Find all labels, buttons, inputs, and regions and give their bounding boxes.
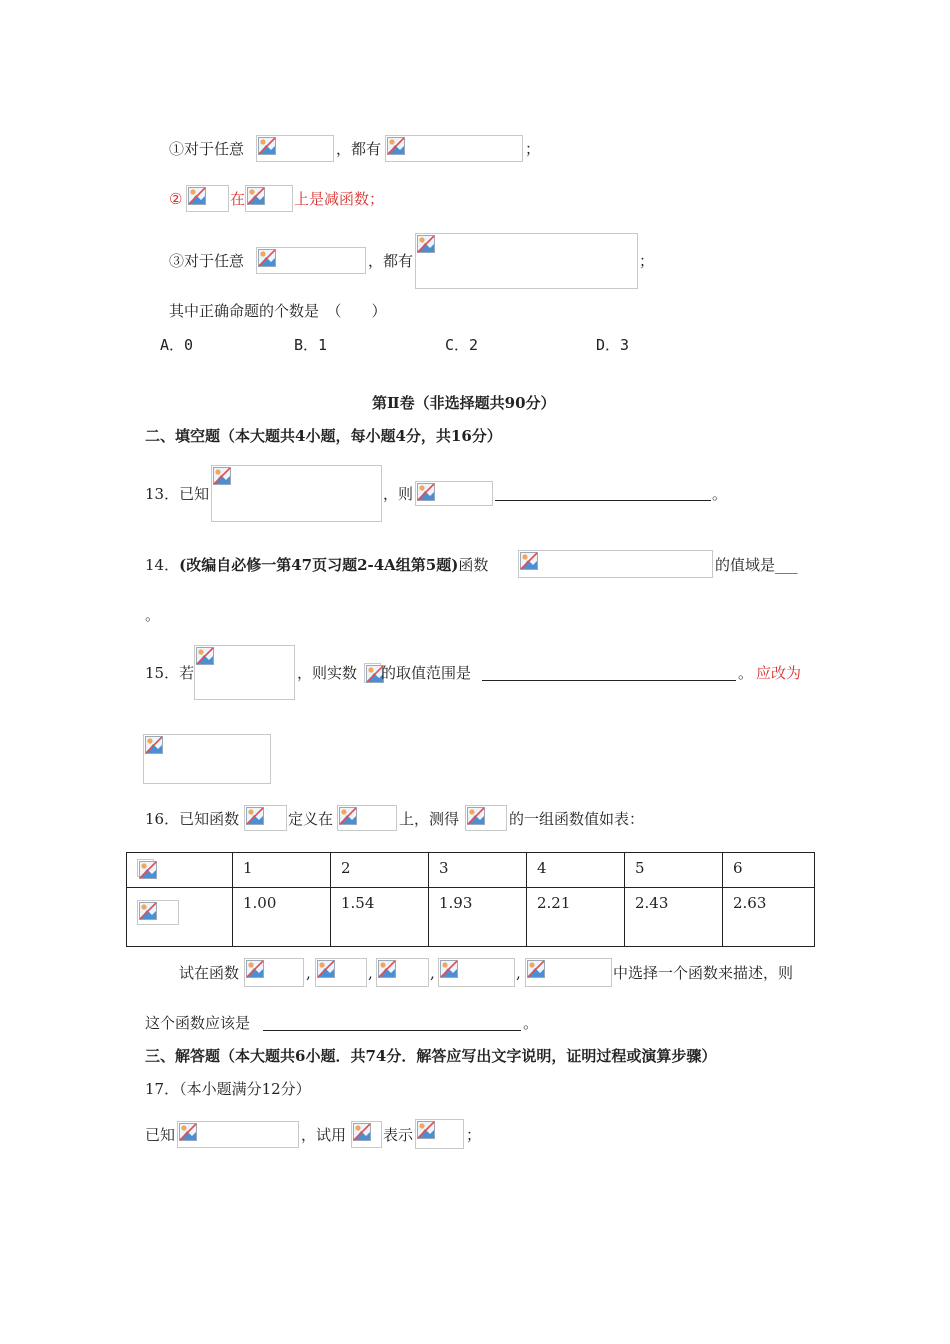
formula-image-icon	[415, 1119, 464, 1149]
q14-label: 14．	[145, 556, 180, 574]
table-header-cell	[127, 853, 233, 888]
formula-image-icon	[518, 550, 713, 578]
q16-sep: ,	[430, 964, 435, 982]
formula-image-icon	[137, 859, 154, 877]
formula-image-icon	[186, 185, 229, 212]
proposition-3-end: ；	[639, 252, 655, 270]
table-cell: 2	[331, 853, 429, 888]
formula-image-icon	[177, 1121, 299, 1148]
formula-image-icon	[415, 233, 638, 289]
section-3-heading: 三、解答题（本大题共6小题．共74分．解答应写出文字说明，证明过程或演算步骤）	[145, 1047, 717, 1065]
choice-b: B．1	[294, 336, 328, 354]
formula-image-icon	[256, 135, 334, 162]
proposition-2-end: 上是减函数；	[294, 190, 385, 208]
q14-pre: 函数	[458, 556, 489, 574]
proposition-2-mid: 在	[230, 190, 246, 208]
formula-image-icon	[137, 900, 179, 925]
q14-end: 。	[145, 606, 161, 624]
formula-image-icon	[351, 1121, 382, 1148]
q15-label: 15．若	[145, 664, 195, 682]
q16-choose-pre: 试在函数	[179, 964, 240, 982]
q16-measured: 上，测得	[399, 810, 460, 828]
q16-sep: ,	[306, 964, 311, 982]
proposition-3-mid: ，都有	[368, 252, 414, 270]
q13-label: 13．已知	[145, 485, 210, 503]
table-cell: 1.00	[233, 888, 331, 947]
q13-answer-blank	[495, 500, 711, 501]
section-2-heading: 二、填空题（本大题共4小题，每小题4分，共16分）	[145, 427, 502, 445]
q17-mid: ，试用	[301, 1126, 347, 1144]
formula-image-icon	[143, 734, 271, 784]
formula-image-icon	[438, 958, 515, 987]
proposition-3-lead: ③对于任意	[169, 252, 245, 270]
formula-image-icon	[525, 958, 612, 987]
q16-label: 16．已知函数	[145, 810, 240, 828]
formula-image-icon	[245, 185, 293, 212]
formula-image-icon	[211, 465, 382, 522]
table-cell: 4	[527, 853, 625, 888]
q15-mid2: 的取值范围是	[381, 664, 472, 682]
q13-end: 。	[712, 485, 728, 503]
formula-image-icon	[244, 958, 304, 987]
proposition-1-mid: ，都有	[336, 140, 382, 158]
proposition-1-lead: ①对于任意	[169, 140, 245, 158]
table-cell: 2.21	[527, 888, 625, 947]
formula-image-icon	[376, 958, 429, 987]
choice-c: C．2	[445, 336, 479, 354]
q14-note: (改编自必修一第47页习题2-4A组第5题)	[179, 556, 459, 574]
proposition-2-lead: ②	[169, 190, 183, 208]
function-values-table	[126, 852, 815, 947]
formula-image-icon	[194, 645, 295, 700]
q16-answer-line: 这个函数应该是	[145, 1014, 251, 1032]
table-cell: 1.54	[331, 888, 429, 947]
proposition-1-end: ；	[525, 140, 541, 158]
formula-image-icon	[385, 135, 523, 162]
q16-answer-end: 。	[523, 1014, 539, 1032]
q15-answer-blank	[482, 680, 736, 681]
q16-end: 的一组函数值如表：	[509, 810, 645, 828]
q15-end: 。	[738, 664, 754, 682]
table-cell: 2.63	[723, 888, 815, 947]
q16-sep: ,	[516, 964, 521, 982]
formula-image-icon	[315, 958, 367, 987]
q17-end: ；	[466, 1126, 482, 1144]
q13-mid: ，则	[383, 485, 414, 503]
table-cell: 3	[429, 853, 527, 888]
q14-line	[145, 555, 488, 575]
q16-sep: ,	[368, 964, 373, 982]
formula-image-icon	[465, 805, 507, 831]
table-cell: 6	[723, 853, 815, 888]
q15-mid: ，则实数	[297, 664, 358, 682]
formula-image-icon	[415, 481, 493, 506]
q16-choose-end: 中选择一个函数来描述，则	[613, 964, 794, 982]
q17-pre: 已知	[145, 1126, 176, 1144]
q17-label: 17．（本小题满分12分）	[145, 1080, 311, 1098]
table-cell: 5	[625, 853, 723, 888]
section-2-title: 第Ⅱ卷（非选择题共90分）	[372, 394, 556, 412]
q14-mid: 的值域是___	[715, 556, 798, 574]
q16-answer-blank	[263, 1030, 521, 1031]
table-cell: 1.93	[429, 888, 527, 947]
proposition-1	[169, 139, 244, 159]
table-row-x	[127, 853, 815, 888]
formula-image-icon	[244, 805, 287, 831]
choice-a: A．0	[160, 336, 194, 354]
q17-mid2: 表示	[383, 1126, 414, 1144]
formula-image-icon	[337, 805, 397, 831]
table-cell: 1	[233, 853, 331, 888]
table-row-y	[127, 888, 815, 947]
question-stem: 其中正确命题的个数是 （ ）	[169, 302, 387, 320]
formula-image-icon	[256, 247, 366, 274]
table-cell: 2.43	[625, 888, 723, 947]
table-header-cell	[127, 888, 233, 947]
choice-d: D．3	[596, 336, 630, 354]
q15-correction: 应改为	[756, 664, 802, 682]
formula-image-icon	[364, 663, 381, 683]
q16-def: 定义在	[288, 810, 334, 828]
